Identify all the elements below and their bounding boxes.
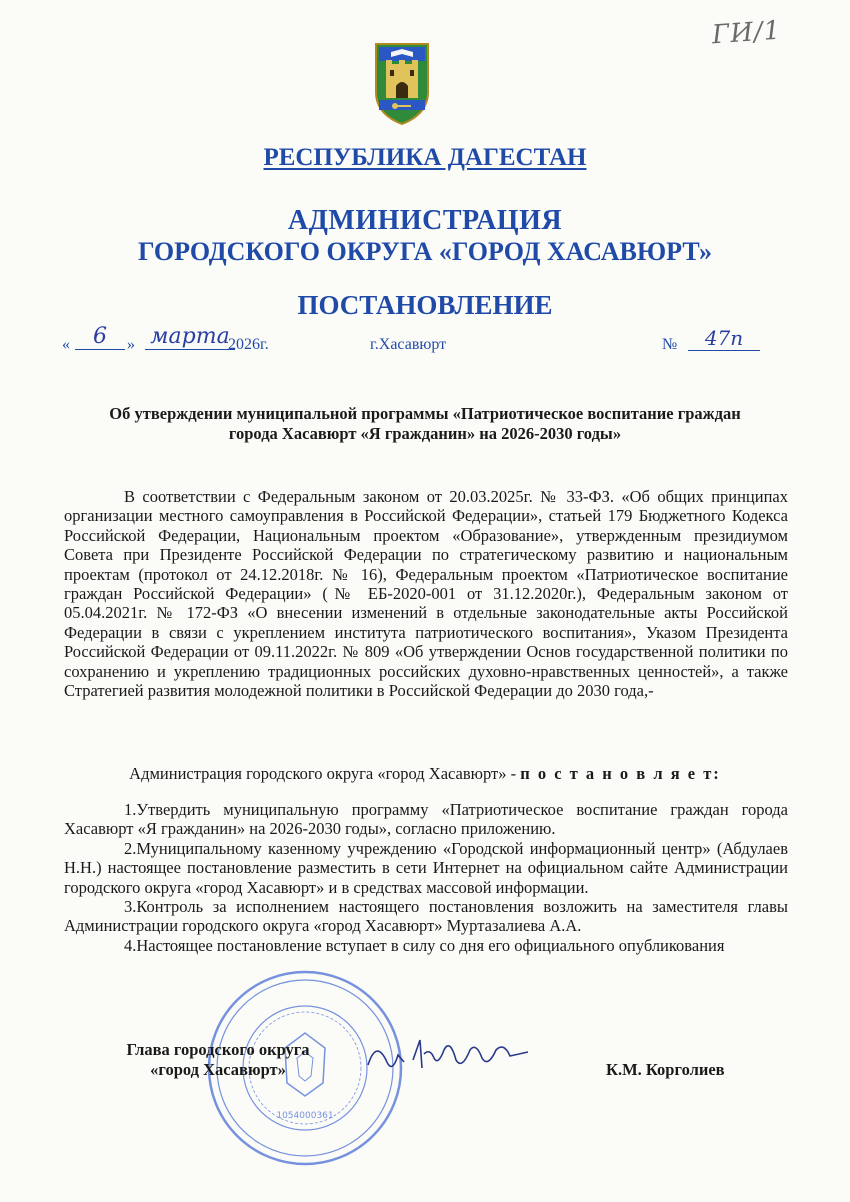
decree-item: 1.Утвердить муниципальную программу «Патриотическое воспитание граждан города Хасавюрт «Я гражданин» на 2026-2030 годы», согласно приложению. — [64, 800, 788, 839]
handwritten-signature-icon — [358, 1020, 538, 1090]
decree-number: 47п — [688, 326, 760, 351]
signatory-position — [108, 1040, 328, 1080]
date-close-quote: » — [127, 336, 135, 353]
document-title: Об утверждении муниципальной программы «Патриотическое воспитание граждан города Хасавюрт «Я гражданин» на 2026-2030 годы» — [109, 404, 741, 443]
decree-item: 4.Настоящее постановление вступает в силу со дня его официального опубликования — [124, 935, 725, 955]
decree-verb: п о с т а н о в л я е т: — [520, 764, 721, 783]
date-month: марта — [145, 324, 235, 350]
decree-operative-line — [0, 764, 850, 784]
city-district-heading: ГОРОДСКОГО ОКРУГА «ГОРОД ХАСАВЮРТ» — [137, 237, 713, 266]
date-day: 6 — [75, 324, 125, 350]
administration-heading: АДМИНИСТРАЦИЯ — [287, 205, 563, 236]
decree-heading: ПОСТАНОВЛЕНИЕ — [297, 290, 553, 320]
handwritten-corner-mark: ГИ/1 — [711, 15, 783, 51]
date-number-row — [0, 324, 850, 362]
decree-item: 2.Муниципальному казенному учреждению «Городской информационный центр» (Абдулаев Н.Н.) настоящее постановление разместить в сети Интернет на официальном сайте Администрации городского округа «город Хасавюрт» и в средствах массовой информации. — [64, 838, 788, 897]
svg-text:1054000361: 1054000361 — [276, 1111, 334, 1121]
signatory-position-line: Глава городского округа — [126, 1040, 310, 1059]
city-coat-of-arms-icon — [373, 42, 431, 126]
number-label: № — [662, 336, 678, 353]
city-name: г.Хасавюрт — [370, 336, 447, 353]
preamble-paragraph: В соответствии с Федеральным законом от 20.03.2025г. № 33-ФЗ. «Об общих принципах организации местного самоуправления в Российской Федерации», статьей 179 Бюджетного Кодекса Российской Федерации, Национальным проектом «Образование», утвержденным президиумом Совета при Президенте Российской Федерации по стратегическому развитию и национальным проектам (протокол от 24.12.2018г. № 16), Федеральным проектом «Патриотическое воспитание граждан Российской Федерации» (№ ЕБ-2020-001 от 31.12.2020г.), Федеральным законом от 05.04.2021г. № 172-ФЗ «О внесении изменений в отдельные законодательные акты Российской Федерации в связи с укреплением института патриотического воспитания», Указом Президента Российской Федерации от 09.11.2022г. № 809 «Об утверждении Основ государственной политики по сохранению и укреплению традиционных российских духовно-нравственных ценностей», а также Стратегией развития молодежной политики в Российской Федерации до 2030 года,- — [64, 487, 788, 701]
date-open-quote: « — [62, 336, 70, 353]
date-year: 2026г. — [228, 336, 269, 353]
signatory-name: К.М. Корголиев — [606, 1060, 725, 1079]
signatory-position-line: «город Хасавюрт» — [150, 1060, 286, 1079]
decree-subject: Администрация городского округа «город Хасавюрт» - — [129, 764, 521, 783]
republic-heading: РЕСПУБЛИКА ДАГЕСТАН — [263, 144, 587, 171]
decree-items — [64, 800, 788, 955]
decree-item: 3.Контроль за исполнением настоящего постановления возложить на заместителя главы Администрации городского округа «город Хасавюрт» Муртазалиева А.А. — [64, 897, 788, 936]
